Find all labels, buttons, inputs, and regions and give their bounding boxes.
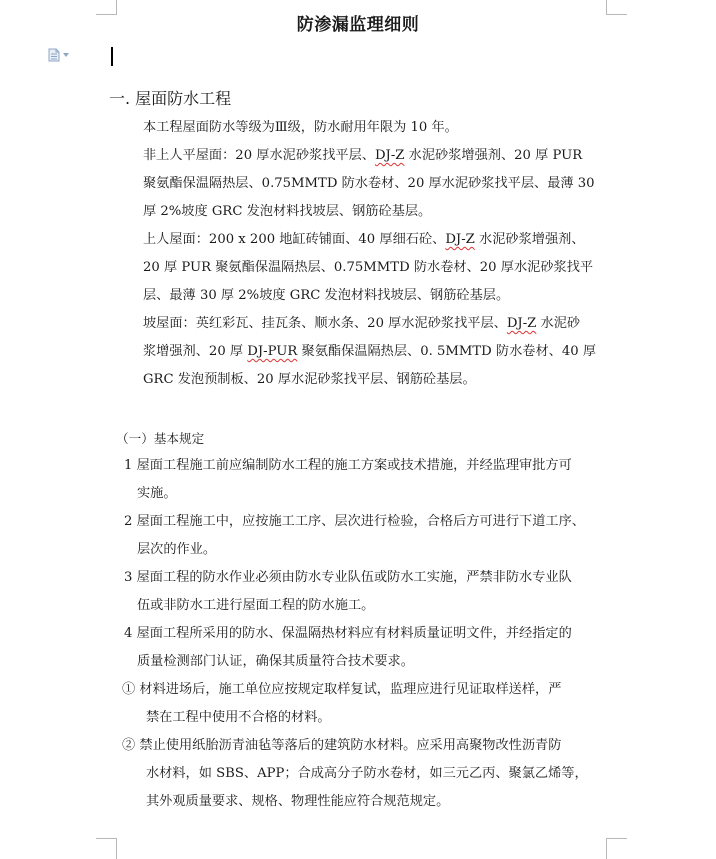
intro-paragraph-1: 本工程屋面防水等级为Ⅲ级，防水耐用年限为 10 年。 — [143, 120, 458, 135]
sub-rule-item: ① 材料进场后，施工单位应按规定取样复试，监理应进行见证取样送样，严 禁在工程中使用不合格的材料。 — [122, 682, 562, 725]
sub-rule-item: ② 禁止使用纸胎沥青油毡等落后的建筑防水材料。应采用高聚物改性沥青防 水材料，如 SBS、APP；合成高分子防水卷材，如三元乙丙、聚氯乙烯等， 其外观质量要求、规格、物理性能应符合规范规定。 — [122, 738, 588, 809]
rule-item: 2 屋面工程施工中，应按施工工序、层次进行检验，合格后方可进行下道工序、 层次的作业。 — [124, 514, 585, 557]
rule-item: 3 屋面工程的防水作业必须由防水专业队伍或防水工实施，严禁非防水专业队 伍或非防水工进行屋面工程的防水施工。 — [124, 570, 572, 613]
document-title: 防渗漏监理细则 — [296, 15, 420, 35]
spellcheck-word: DJ-Z — [506, 316, 537, 331]
spellcheck-word: DJ-Z — [445, 232, 475, 247]
intro-paragraph-4: 坡屋面：英红彩瓦、挂瓦条、顺水条、20 厚水泥砂浆找平层、DJ-Z 水泥砂 浆增强剂、20 厚 DJ-PUR 聚氨酯保温隔热层、0. 5MMTD 防水卷材、40 厚 GRC 发泡预制板、20 厚水泥砂浆找平层、钢筋砼基层。 — [143, 316, 597, 387]
chevron-down-icon — [63, 53, 69, 57]
rule-item: 4 屋面工程所采用的防水、保温隔热材料应有材料质量证明文件，并经指定的 质量检测部门认证，确保其质量符合技术要求。 — [124, 626, 572, 669]
intro-paragraph-2: 非上人平屋面：20 厚水泥砂浆找平层、DJ-Z 水泥砂浆增强剂、20 厚 PUR 聚氨酯保温隔热层、0.75MMTD 防水卷材、20 厚水泥砂浆找平层、最薄 30 厚 2%坡度 GRC 发泡材料找坡层、钢筋砼基层。 — [143, 148, 595, 219]
text-cursor — [111, 47, 113, 66]
document-icon — [48, 48, 60, 62]
subsection-heading-basic-rules: （一）基本规定 — [116, 431, 205, 446]
intro-paragraph-3: 上人屋面：200 x 200 地缸砖铺面、40 厚细石砼、DJ-Z 水泥砂浆增强剂、 20 厚 PUR 聚氨酯保温隔热层、0.75MMTD 防水卷材、20 厚水泥砂浆找平 层、最薄 30 厚 2%坡度 GRC 发泡材料找坡层、钢筋砼基层。 — [143, 232, 594, 303]
paste-options-button[interactable] — [48, 48, 69, 62]
spellcheck-word: DJ-Z — [374, 148, 405, 163]
rule-item: 1 屋面工程施工前应编制防水工程的施工方案或技术措施，并经监理审批方可 实施。 — [124, 458, 572, 501]
spellcheck-word: DJ-PUR — [247, 344, 298, 359]
section-heading-roof-waterproofing: 一. 屋面防水工程 — [109, 89, 232, 108]
crop-mark-bottom-right — [606, 838, 627, 859]
crop-mark-bottom-left — [96, 838, 117, 859]
